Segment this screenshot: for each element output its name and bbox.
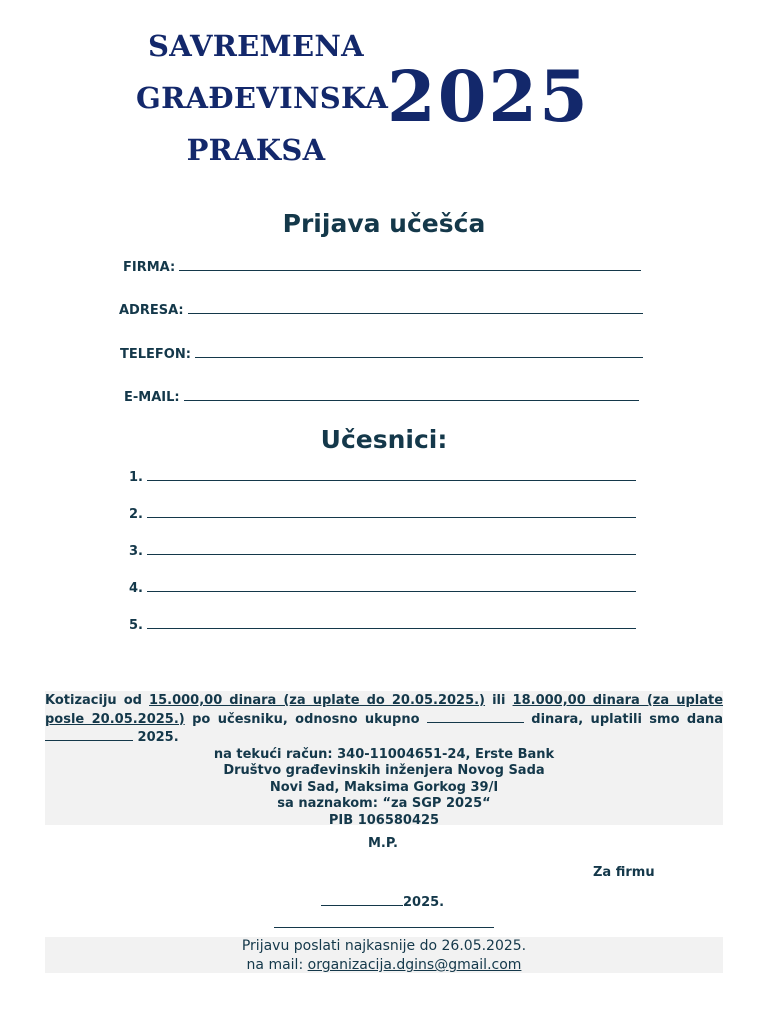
adresa-label: ADRESA: [119, 303, 184, 318]
total-amount-blank[interactable] [427, 710, 524, 723]
telefon-label: TELEFON: [120, 347, 191, 362]
payment-date-blank[interactable] [45, 728, 133, 741]
telefon-line[interactable] [195, 345, 643, 358]
participant-number: 5. [129, 618, 143, 633]
payment-note: sa naznakom: “za SGP 2025“ [277, 796, 491, 811]
organization-address: Novi Sad, Maksima Gorkog 39/I [269, 779, 499, 795]
participant-row[interactable] [129, 579, 636, 596]
signature-date[interactable] [321, 893, 444, 910]
logo-year: 2025 [387, 55, 590, 138]
firma-field[interactable] [123, 258, 641, 275]
participant-line[interactable] [147, 579, 636, 592]
payment-per-participant: po učesniku, odnosno ukupno [192, 711, 420, 727]
payment-or: ili [492, 693, 506, 708]
participant-line[interactable] [147, 468, 636, 481]
submission-footer [45, 937, 723, 973]
payment-paragraph [45, 691, 723, 747]
bank-account: na tekući račun: 340-11004651-24, Erste Bank [213, 746, 555, 762]
adresa-line[interactable] [188, 301, 643, 314]
participant-number: 1. [129, 470, 143, 485]
participant-row[interactable] [129, 616, 636, 633]
participant-row[interactable] [129, 468, 636, 485]
participant-row[interactable] [129, 542, 636, 559]
email-label: E-MAIL: [124, 390, 180, 405]
signature-year: 2025. [403, 895, 445, 910]
adresa-field[interactable] [119, 301, 643, 318]
participant-line[interactable] [147, 616, 636, 629]
participant-number: 3. [129, 544, 143, 559]
email-line[interactable] [184, 388, 639, 401]
payment-year: 2025. [137, 730, 179, 745]
pib-number: PIB 106580425 [328, 812, 440, 828]
email-field[interactable] [124, 388, 639, 405]
payment-intro: Kotizaciju od [45, 693, 142, 708]
deadline-text: Prijavu poslati najkasnije do 26.05.2025. [241, 938, 527, 954]
participant-row[interactable] [129, 505, 636, 522]
signature-date-blank[interactable] [321, 893, 403, 906]
signature-line[interactable] [274, 913, 494, 928]
mail-line [45, 956, 723, 975]
email-link[interactable]: organizacija.dgins@gmail.com [307, 957, 522, 973]
form-title: Prijava učešća [282, 209, 486, 238]
participant-number: 4. [129, 581, 143, 596]
organization-name: Društvo građevinskih inženjera Novog Sada [223, 763, 545, 778]
for-company-label: Za firmu [593, 865, 655, 880]
logo-line-3: PRAKSA [186, 133, 326, 167]
stamp-label: M.P. [368, 836, 398, 851]
logo-line-1: SAVREMENA [148, 29, 364, 63]
firma-line[interactable] [179, 258, 641, 271]
participant-number: 2. [129, 507, 143, 522]
fee-early: 15.000,00 dinara (za uplate do 20.05.2025.) [149, 693, 486, 708]
logo-line-2: GRAĐEVINSKA [136, 81, 389, 115]
fee-late: 18.000,00 dinara (za uplate posle 20.05.2025.) [45, 693, 724, 727]
participant-line[interactable] [147, 542, 636, 555]
firma-label: FIRMA: [123, 260, 176, 275]
telefon-field[interactable] [120, 345, 643, 362]
payment-box [45, 691, 724, 828]
participant-line[interactable] [147, 505, 636, 518]
mail-label: na mail: [246, 957, 304, 973]
payment-dinars-paid: dinara, uplatili smo dana [531, 711, 723, 727]
participants-title: Učesnici: [320, 425, 448, 454]
